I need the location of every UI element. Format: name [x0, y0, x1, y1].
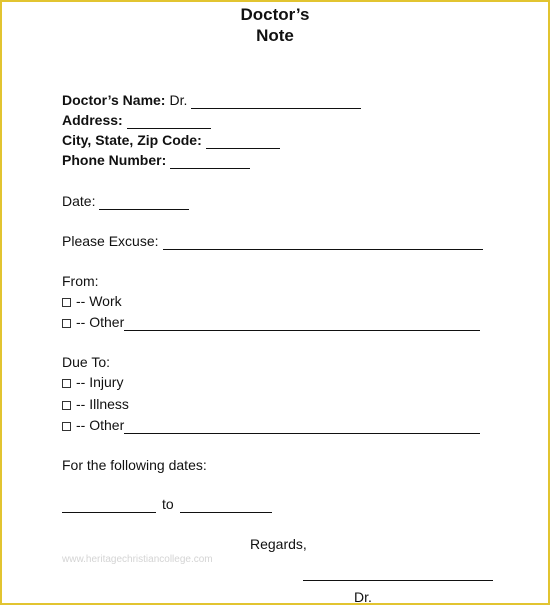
from-option-other[interactable] — [62, 313, 480, 331]
phone-field[interactable] — [170, 154, 250, 169]
option-label: -- Other — [76, 417, 125, 433]
phone-label: Phone Number: — [62, 152, 167, 168]
doctor-name-label: Doctor’s Name: — [62, 92, 166, 108]
option-label: -- Other — [76, 314, 125, 330]
excuse-field[interactable] — [163, 235, 483, 250]
option-label: -- Illness — [76, 396, 129, 412]
option-label: -- Work — [76, 293, 122, 309]
due-to-option-illness[interactable] — [62, 395, 129, 413]
due-to-option-other[interactable] — [62, 416, 480, 434]
phone-row — [62, 151, 250, 169]
doctor-name-field[interactable] — [191, 94, 361, 109]
due-to-option-injury[interactable] — [62, 373, 123, 391]
address-label: Address: — [62, 112, 123, 128]
excuse-label: Please Excuse: — [62, 233, 159, 249]
address-field[interactable] — [127, 114, 211, 129]
due-to-label: Due To: — [62, 354, 110, 370]
date-label: Date: — [62, 193, 96, 209]
address-row — [62, 111, 211, 129]
dates-label: For the following dates: — [62, 457, 207, 473]
city-state-zip-label: City, State, Zip Code: — [62, 132, 202, 148]
watermark-text: www.heritagechristiancollege.com — [62, 554, 213, 565]
end-date-field[interactable] — [180, 498, 272, 513]
checkbox-from-other[interactable] — [62, 319, 71, 328]
due-other-field[interactable] — [124, 419, 480, 434]
option-label: -- Injury — [76, 374, 124, 390]
signature-prefix: Dr. — [354, 589, 372, 605]
closing-text: Regards, — [250, 536, 307, 552]
from-label: From: — [62, 273, 99, 289]
excuse-row — [62, 232, 483, 250]
to-label: to — [162, 496, 174, 512]
city-state-zip-row — [62, 131, 280, 149]
dates-range-row — [62, 495, 272, 513]
checkbox-due-other[interactable] — [62, 422, 71, 431]
doctor-prefix: Dr. — [169, 92, 188, 108]
date-row — [62, 192, 189, 210]
start-date-field[interactable] — [62, 498, 156, 513]
title-line-1: Doctor’s — [240, 5, 310, 24]
checkbox-illness[interactable] — [62, 401, 71, 410]
city-state-zip-field[interactable] — [206, 134, 280, 149]
signature-line[interactable] — [303, 580, 493, 581]
date-field[interactable] — [99, 195, 189, 210]
doctor-name-row — [62, 91, 361, 109]
from-option-work[interactable] — [62, 292, 122, 310]
checkbox-work[interactable] — [62, 298, 71, 307]
from-other-field[interactable] — [124, 316, 480, 331]
checkbox-injury[interactable] — [62, 379, 71, 388]
document-title — [2, 4, 548, 46]
title-line-2: Note — [256, 26, 294, 45]
